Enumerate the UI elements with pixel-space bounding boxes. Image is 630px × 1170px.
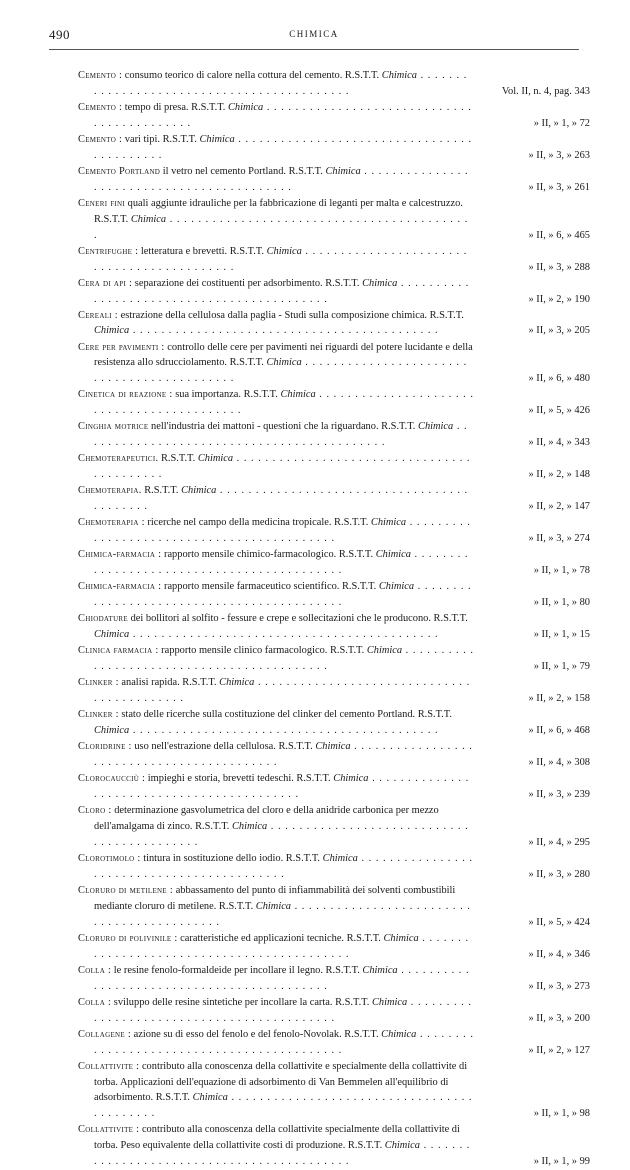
entry-text: impieghi e storia, brevetti tedeschi. R.S.T.T. (147, 773, 331, 785)
entry-term: Cera di api : (78, 277, 133, 289)
entry-source: Chimica (315, 741, 351, 753)
index-entries (78, 68, 608, 1170)
entry-text: R.S.T.T. (144, 485, 179, 497)
entry-term: Chimica-farmacia : (78, 581, 162, 593)
entry-text: contributo alla conoscenza della collattivite e specialmente della collattivite di torba. Applicazioni dell'equazione di adsorbimento di Van Bemmelen all'equilibrio di adsorbimento. R.S.T.T. (94, 1060, 468, 1104)
index-entry (78, 579, 608, 611)
entry-reference: » II, » 5, » 424 (456, 915, 590, 931)
index-entry (78, 515, 608, 547)
entry-source: Chimica (370, 517, 407, 529)
index-entry (78, 963, 608, 995)
entry-term: Clorotimolo : (78, 853, 141, 865)
entry-reference: » II, » 4, » 295 (456, 835, 590, 851)
entry-reference: » II, » 5, » 426 (456, 403, 590, 419)
entry-text: sviluppo delle resine sintetiche per incollare la carta. R.S.T.T. (113, 996, 370, 1008)
entry-text: tintura in sostituzione dello iodio. R.S.T.T. (143, 853, 321, 865)
entry-term: Cinetica di reazione : (78, 389, 173, 401)
entry-reference: » II, » 3, » 288 (456, 260, 590, 276)
entry-text: le resine fenolo-formaldeide per incollare il legno. R.S.T.T. (113, 964, 360, 976)
entry-reference: » II, » 1, » 72 (456, 116, 590, 132)
entry-reference: » II, » 3, » 273 (456, 979, 590, 995)
entry-source: Chimica (266, 245, 302, 257)
entry-term: Chiodature (78, 613, 128, 625)
entry-reference: » II, » 2, » 158 (456, 691, 590, 707)
entry-term: Cloruro di polivinile : (78, 932, 178, 944)
entry-reference: » II, » 3, » 205 (456, 323, 590, 339)
entry-term: Cemento Portland (78, 165, 161, 177)
entry-source: Chimica (197, 453, 234, 465)
index-entry (78, 707, 608, 739)
entry-text: rapporto mensile chimico-farmacologico. R.S.T.T. (163, 549, 374, 561)
index-entry (78, 68, 608, 100)
entry-source: Chimica (266, 357, 302, 369)
index-entry (78, 308, 608, 340)
index-entry (78, 244, 608, 276)
entry-reference: » II, » 4, » 308 (456, 755, 590, 771)
entry-source: Chimica (366, 645, 403, 657)
header-rule (49, 49, 579, 50)
entry-source: Chimica (418, 421, 454, 433)
entry-text: controllo delle cere per pavimenti nei riguardi del potere lucidante e della resistenza allo sdrucciolamento. R.S.T.T. (94, 341, 473, 369)
entry-text: quali aggiunte idrauliche per la fabbricazione di leganti per malta e calcestruzzo. R.S.T.T. (94, 197, 463, 225)
entry-source: Chimica (280, 389, 316, 401)
entry-text: determinazione gasvolumetrica del cloro e della anidride carbonica per mezzo dell'amalgama di zinco. R.S.T.T. (94, 805, 439, 833)
index-entry (78, 1027, 608, 1059)
entry-text: ricerche nel campo della medicina tropicale. R.S.T.T. (147, 517, 369, 529)
entry-text: R.S.T.T. (160, 453, 196, 465)
entry-term: Clorocaucciù : (78, 773, 146, 785)
entry-text: separazione dei costituenti per adsorbimento. R.S.T.T. (134, 277, 360, 289)
index-entry (78, 1122, 608, 1169)
entry-reference: » II, » 4, » 343 (456, 435, 590, 451)
entry-reference: » II, » 6, » 480 (456, 371, 590, 387)
entry-source: Chimica (381, 1028, 417, 1040)
entry-text: rapporto mensile clinico farmacologico. R.S.T.T. (161, 645, 365, 657)
entry-source: Chimica (362, 964, 398, 976)
entry-source: Chimica (381, 70, 417, 81)
entry-source: Chimica (383, 932, 419, 944)
running-title: CHIMICA (289, 29, 339, 39)
entry-source: Chimica (362, 277, 398, 289)
entry-text: rapporto mensile farmaceutico scientifico. R.S.T.T. (163, 581, 377, 593)
entry-reference: » II, » 3, » 274 (456, 531, 590, 547)
page-header (49, 27, 579, 47)
entry-source: Chimica (325, 165, 361, 177)
index-entry (78, 276, 608, 308)
page-number: 490 (49, 27, 70, 42)
entry-term: Cloruro di metilene : (78, 885, 174, 897)
index-entry (78, 196, 608, 243)
entry-source: Chimica (130, 213, 167, 225)
index-entry (78, 451, 608, 483)
index-entry (78, 851, 608, 883)
entry-reference: » II, » 3, » 239 (456, 787, 590, 803)
index-entry (78, 883, 608, 930)
entry-reference: » II, » 1, » 15 (456, 627, 590, 643)
entry-source: Chimica (322, 853, 358, 865)
entry-term: Clinker : (78, 709, 119, 721)
entry-term: Cloro : (78, 805, 112, 817)
entry-source: Chimica (231, 821, 268, 833)
entry-text: estrazione della cellulosa dalla paglia - Studi sulla composizione chimica. R.S.T.T. (120, 309, 464, 321)
entry-text: analisi rapida. R.S.T.T. (121, 677, 217, 689)
entry-reference: » II, » 6, » 465 (456, 228, 590, 244)
entry-source: Chimica (371, 996, 408, 1008)
entry-reference: » II, » 3, » 200 (456, 1011, 590, 1027)
entry-reference: » II, » 3, » 263 (456, 148, 590, 164)
entry-reference: » II, » 1, » 79 (456, 659, 590, 675)
index-entry (78, 419, 608, 451)
entry-term: Clinker : (78, 677, 119, 689)
entry-source: Chimica (94, 325, 130, 337)
entry-source: Chimica (375, 549, 411, 561)
entry-text: azione su di esso del fenolo e del fenolo-Novolak. R.S.T.T. (133, 1028, 379, 1040)
entry-reference: » II, » 1, » 99 (456, 1154, 590, 1170)
index-entry (78, 483, 608, 515)
entry-term: Cere per pavimenti : (78, 341, 165, 353)
entry-text: abbassamento del punto di infiammabilità dei solventi combustibili mediante cloruro di metilene. R.S.T.T. (94, 885, 456, 912)
entry-reference: » II, » 1, » 80 (456, 595, 590, 611)
entry-term: Chemoterapia. (78, 485, 142, 497)
entry-reference: » II, » 2, » 127 (456, 1043, 590, 1059)
entry-term: Colla : (78, 996, 112, 1008)
entry-text: letteratura e brevetti. R.S.T.T. (140, 245, 264, 257)
index-entry (78, 132, 608, 164)
entry-source: Chimica (228, 101, 264, 113)
entry-term: Clinica farmacia : (78, 645, 159, 657)
entry-text: contributo alla conoscenza della collattivite specialmente della collattivite di torba. Peso equivalente della collattivite costi di produzione. R.S.T.T. (94, 1124, 460, 1152)
entry-term: Cinghia motrice (78, 421, 149, 433)
entry-source: Chimica (333, 773, 369, 785)
entry-reference: » II, » 4, » 346 (456, 947, 590, 963)
entry-term: Cemento : (78, 70, 123, 81)
entry-text: vari tipi. R.S.T.T. (124, 133, 197, 145)
index-entry (78, 675, 608, 707)
entry-source: Chimica (384, 1140, 420, 1152)
index-entry (78, 387, 608, 419)
entry-source: Chimica (192, 1092, 228, 1104)
entry-term: Collagene : (78, 1028, 132, 1040)
entry-term: Ceneri fini (78, 197, 126, 209)
entry-term: Cereali : (78, 309, 118, 321)
entry-term: Cemento : (78, 101, 123, 113)
entry-term: Cloridrine : (78, 741, 132, 753)
entry-term: Cemento : (78, 133, 123, 145)
index-entry (78, 611, 608, 643)
entry-source: Chimica (181, 485, 217, 497)
entry-source: Chimica (94, 725, 130, 737)
index-entry (78, 995, 608, 1027)
index-entry (78, 771, 608, 803)
entry-text: caratteristiche ed applicazioni tecniche. R.S.T.T. (180, 932, 381, 944)
entry-term: Colla : (78, 964, 112, 976)
entry-term: Collattivite : (78, 1124, 140, 1136)
entry-source: Chimica (199, 133, 235, 145)
entry-reference: » II, » 6, » 468 (456, 723, 590, 739)
entry-text: nell'industria dei mattoni - questioni che la riguardano. R.S.T.T. (151, 421, 416, 433)
entry-reference: » II, » 1, » 78 (456, 563, 590, 579)
entry-reference: » II, » 2, » 148 (456, 467, 590, 483)
entry-text: dei bollitori al solfito - fessure e crepe e sollecitazioni che le producono. R.S.T.T. (130, 613, 468, 625)
entry-reference: » II, » 2, » 190 (456, 292, 590, 308)
index-entry (78, 547, 608, 579)
entry-term: Chimica-farmacia : (78, 549, 162, 561)
entry-text: uso nell'estrazione della cellulosa. R.S.T.T. (134, 741, 313, 753)
entry-reference: » II, » 1, » 98 (456, 1106, 590, 1122)
entry-source: Chimica (94, 629, 130, 641)
index-entry (78, 1059, 608, 1122)
entry-text: stato delle ricerche sulla costituzione del clinker del cemento Portland. R.S.T.T. (121, 709, 452, 721)
entry-source: Chimica (378, 581, 415, 593)
entry-text: il vetro nel cemento Portland. R.S.T.T. (162, 165, 323, 177)
index-entry (78, 803, 608, 850)
index-entry (78, 340, 608, 387)
entry-term: Chemoterapia : (78, 517, 145, 529)
entry-text: tempo di presa. R.S.T.T. (124, 101, 226, 113)
entry-term: Chemoterapeutici. (78, 453, 159, 465)
entry-reference: Vol. II, n. 4, pag. 343 (456, 84, 590, 100)
entry-text: consumo teorico di calore nella cottura del cemento. R.S.T.T. (124, 70, 380, 81)
entry-source: Chimica (255, 900, 292, 912)
entry-text: sua importanza. R.S.T.T. (175, 389, 278, 401)
index-entry (78, 931, 608, 963)
entry-term: Centrifughe : (78, 245, 139, 257)
entry-source: Chimica (219, 677, 255, 689)
entry-term: Collattivite : (78, 1060, 140, 1072)
entry-reference: » II, » 2, » 147 (456, 499, 590, 515)
index-entry (78, 100, 608, 132)
entry-reference: » II, » 3, » 261 (456, 180, 590, 196)
index-entry (78, 739, 608, 771)
index-entry (78, 643, 608, 675)
index-entry (78, 164, 608, 196)
entry-reference: » II, » 3, » 280 (456, 867, 590, 883)
